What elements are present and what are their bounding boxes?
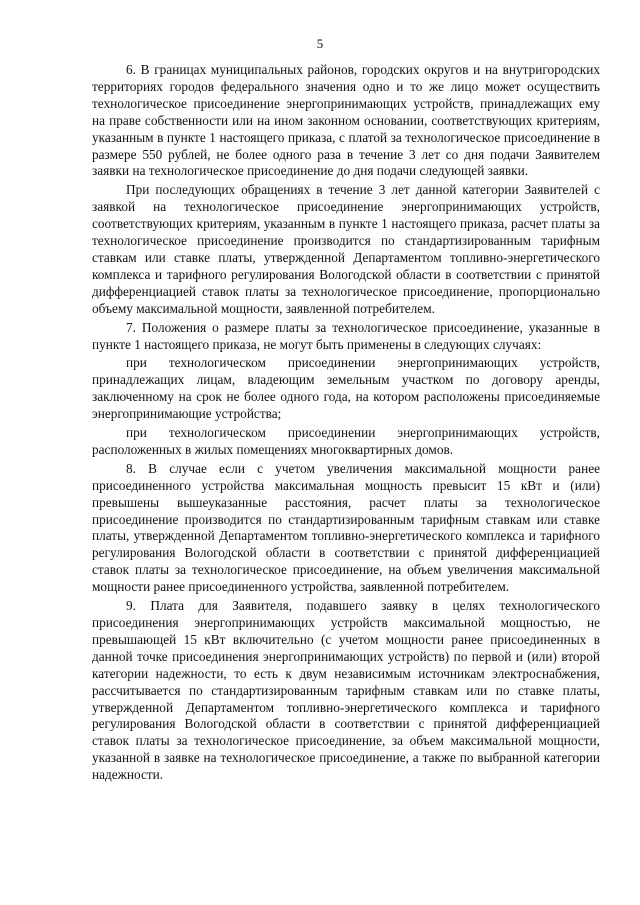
paragraph-lease-case: при технологическом присоединении энергопринимающих устройств, принадлежащих лицам, владеющим земельным участком по договору аренды, заключенному на срок не более одного года, на котором расположены присоединяемые энергопринимающие устройства;: [92, 355, 600, 422]
paragraph-apartment-case: при технологическом присоединении энергопринимающих устройств, расположенных в жилых помещениях многоквартирных домов.: [92, 425, 600, 457]
paragraph-item-7: 7. Положения о размере платы за технологическое присоединение, указанные в пункте 1 настоящего приказа, не могут быть применены в следующих случаях:: [92, 319, 600, 352]
page-number: 5: [316, 36, 324, 51]
document-body: [92, 62, 600, 784]
paragraph-item-9: 9. Плата для Заявителя, подавшего заявку в целях технологического присоединения энергопринимающих устройств максимальной мощностью, не превышающей 15 кВт включительно (с учетом мощности ранее присоединенных в данной точке присоединения энергопринимающих устройств) по первой и (или) второй категории надежности, то есть к двум независимым источникам электроснабжения, рассчитывается по стандартизированным тарифным ставкам или по ставке платы, утвержденной Департаментом топливно-энергетического комплекса и тарифного регулирования Вологодской области в соответствии с принятой дифференциацией ставок платы за технологическое присоединение, за объем максимальной мощности, указанной в заявке на технологическое присоединение, а также по выбранной категории надежности.: [92, 598, 600, 783]
paragraph-repeat-applications: При последующих обращениях в течение 3 лет данной категории Заявителей с заявкой на технологическое присоединение энергопринимающих устройств, соответствующих критериям, указанным в пункте 1 настоящего приказа, расчет платы за технологическое присоединение производится по стандартизированным тарифным ставкам или ставке платы, утвержденной Департаментом топливно-энергетического комплекса и тарифного регулирования Вологодской области в соответствии с принятой дифференциацией ставок платы за технологическое присоединение, пропорционально объему максимальной мощности, заявленной потребителем.: [92, 182, 600, 316]
paragraph-item-6: 6. В границах муниципальных районов, городских округов и на внутригородских территориях городов федерального значения одно и то же лицо может осуществить технологическое присоединение энергопринимающих устройств, принадлежащих ему на праве собственности или на ином законном основании, соответствующих критериям, указанным в пункте 1 настоящего приказа, с платой за технологическое присоединение в размере 550 рублей, не более одного раза в течение 3 лет со дня подачи Заявителем заявки на технологическое присоединение до дня подачи следующей заявки.: [92, 62, 600, 179]
paragraph-item-8: 8. В случае если с учетом увеличения максимальной мощности ранее присоединенного устройства максимальная мощность превысит 15 кВт и (или) превышены вышеуказанные расстояния, расчет платы за технологическое присоединение производится по стандартизированным тарифным ставкам или ставке платы, утвержденной Департаментом топливно-энергетического комплекса и тарифного регулирования Вологодской области в соответствии с принятой дифференциацией ставок платы за технологическое присоединение, на объем увеличения максимальной мощности ранее присоединенного устройства, заявленной потребителем.: [92, 460, 600, 595]
